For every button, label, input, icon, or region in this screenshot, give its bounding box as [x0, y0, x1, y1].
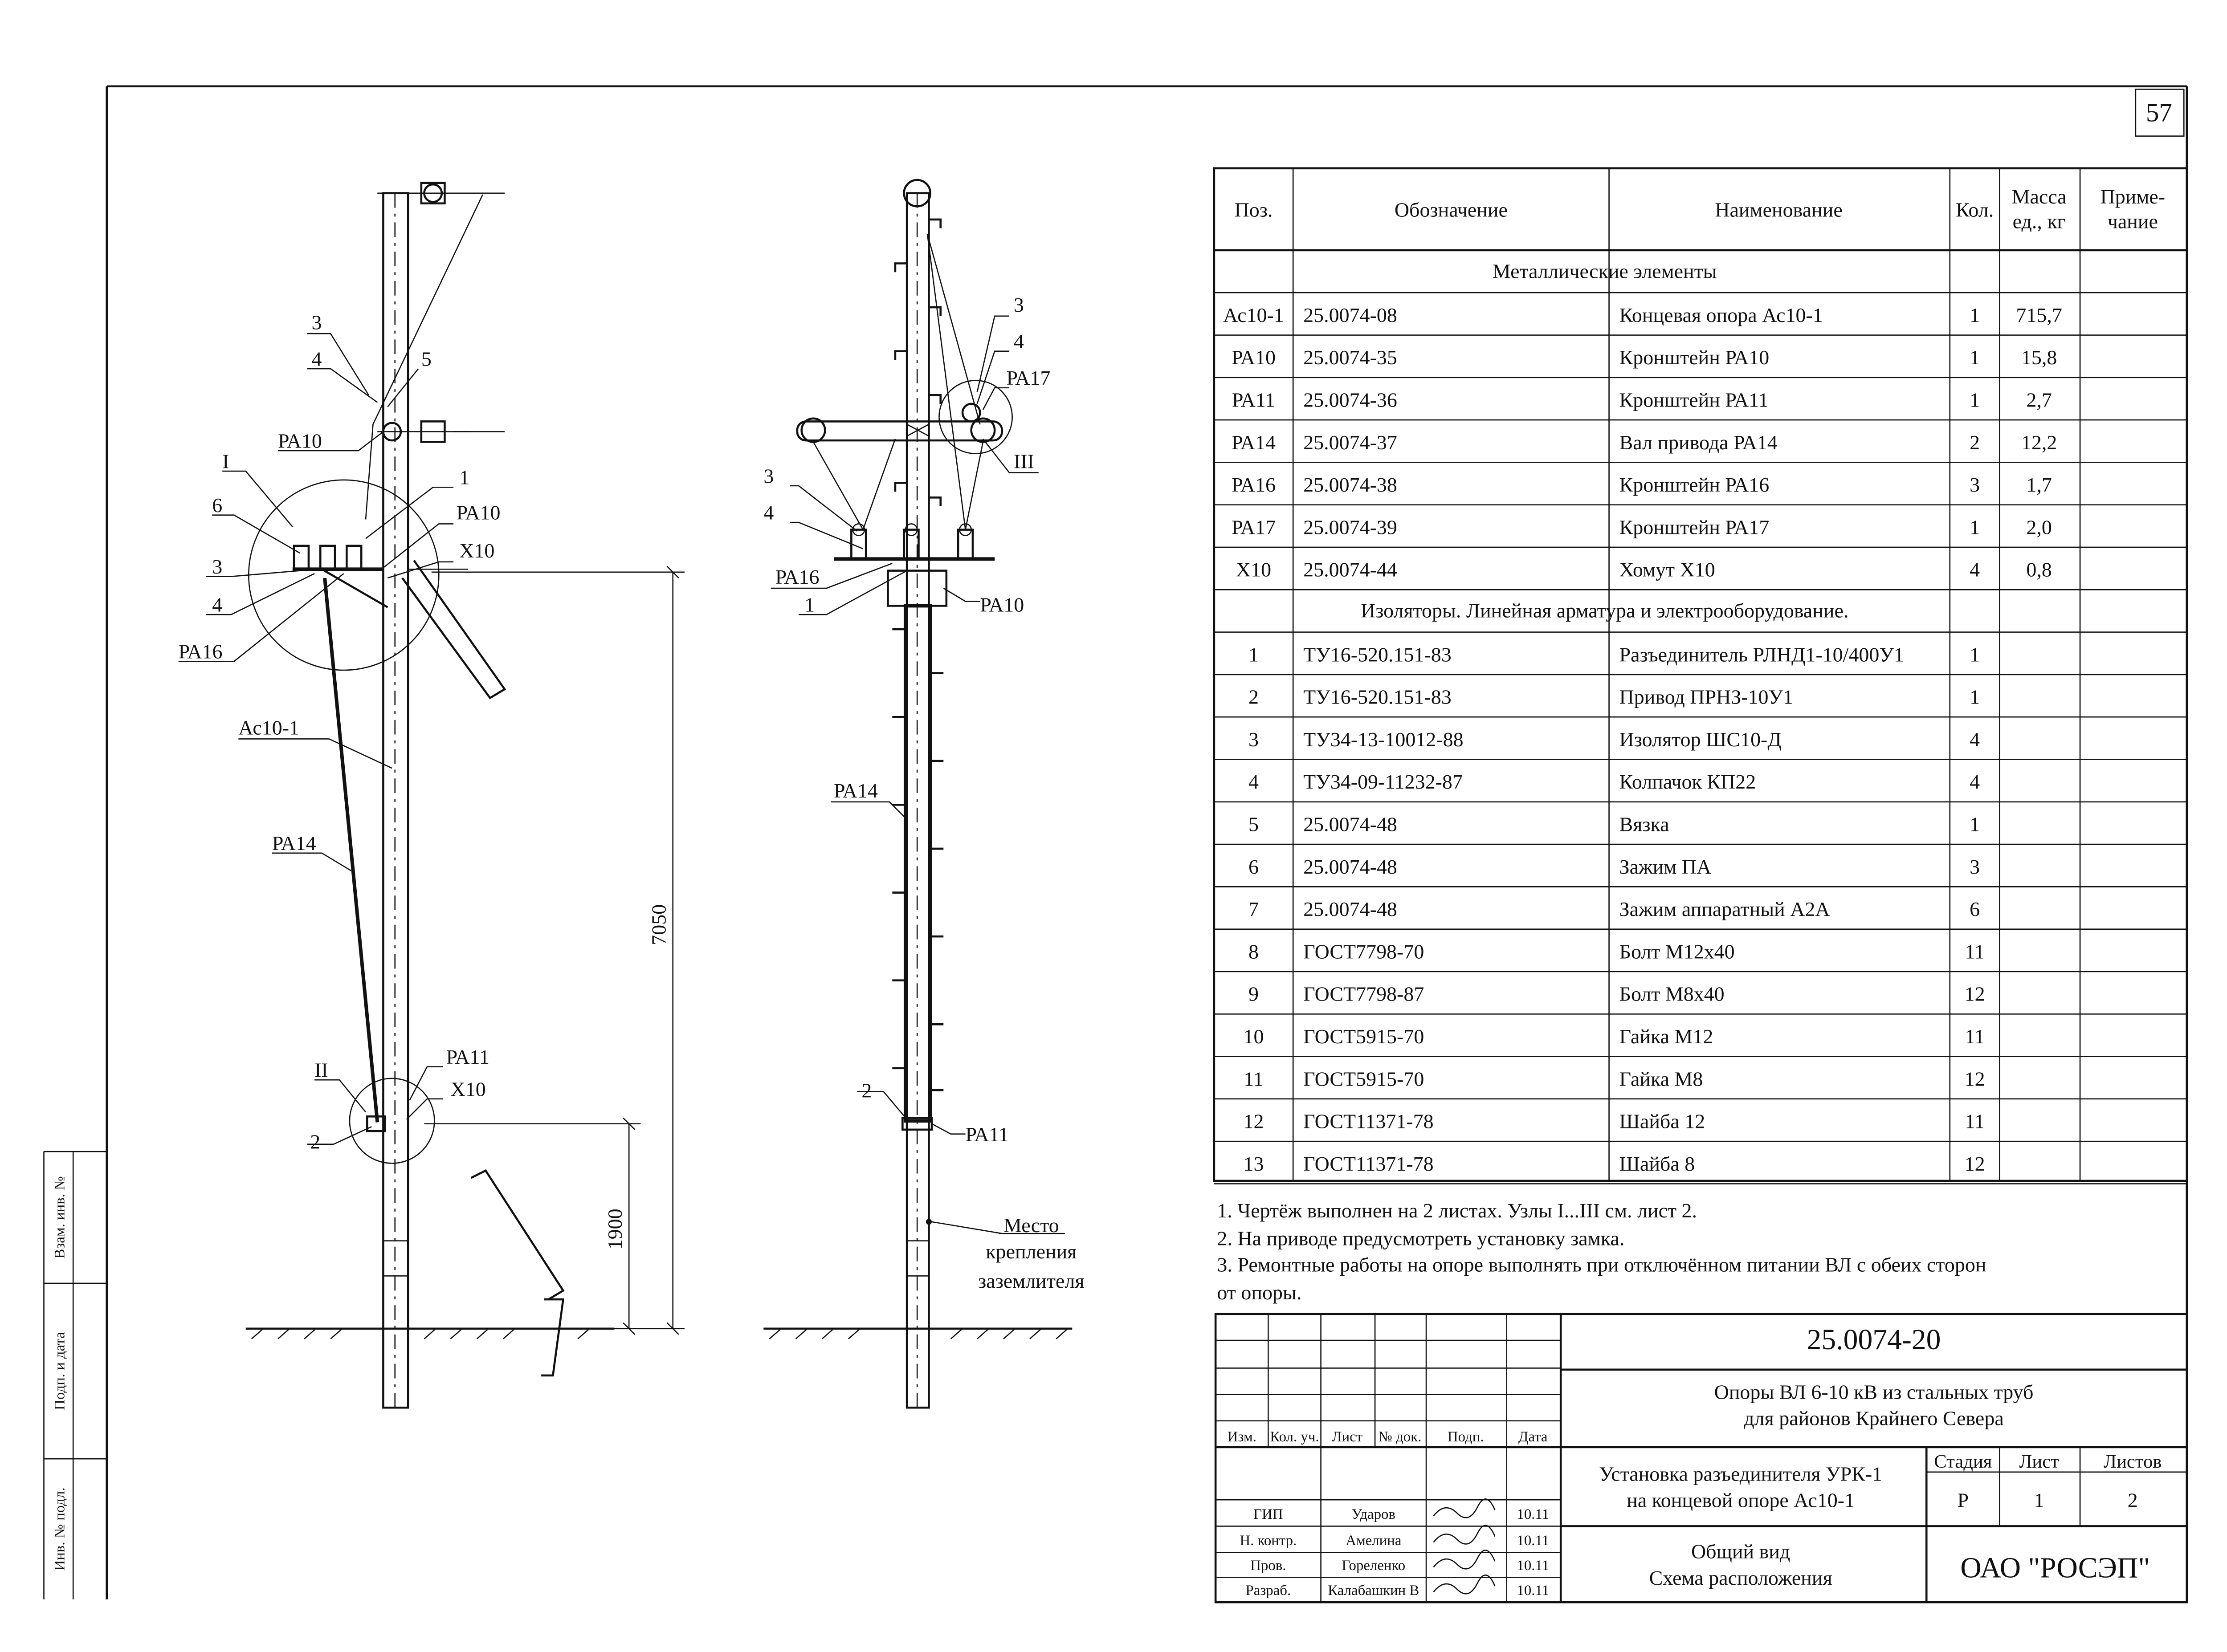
spec-row [1232, 346, 2057, 369]
spec-cell-pos: 9 [1248, 982, 1259, 1005]
spec-cell-designation: 25.0074-44 [1303, 558, 1397, 581]
spec-cell-pos: 8 [1248, 940, 1259, 963]
left-label-4: 4 [311, 347, 322, 370]
note-line-2: 2. На приводе предусмотреть установку замка. [1217, 1227, 1625, 1250]
sheet-label: Лист [2019, 1451, 2059, 1472]
signer-role: Пров. [1250, 1557, 1286, 1574]
signature [1433, 1499, 1495, 1518]
left-label-I: I [222, 450, 229, 473]
left-label-5: 5 [421, 347, 432, 370]
title-col-header: Изм. [1227, 1428, 1256, 1445]
right-label-pa16: РА16 [775, 566, 820, 589]
spec-cell-qty: 1 [1970, 346, 1980, 369]
right-label-pa11: РА11 [965, 1123, 1009, 1146]
spec-cell-pos: 7 [1248, 898, 1259, 921]
spec-cell-qty: 4 [1970, 770, 1980, 793]
right-label-4b: 4 [763, 501, 774, 524]
signer-name: Гореленко [1342, 1557, 1406, 1574]
signer-row [1253, 1499, 1549, 1522]
spec-table [1214, 168, 2187, 1184]
spec-cell-pos: 5 [1248, 813, 1259, 836]
signer-row [1246, 1575, 1550, 1598]
spec-cell-name: Шайба 8 [1619, 1152, 1695, 1175]
spec-cell-designation: ГОСТ11371-78 [1303, 1110, 1434, 1133]
dim-1900: 1900 [603, 1208, 626, 1250]
spec-cell-designation: 25.0074-48 [1303, 855, 1397, 878]
spec-row [1248, 983, 1985, 1005]
spec-row [1244, 1110, 1985, 1133]
signer-row [1240, 1526, 1549, 1549]
stamp-inv-orig: Инв. № подл. [52, 1487, 68, 1571]
spec-cell-name: Колпачок КП22 [1619, 770, 1756, 793]
right-label-3b: 3 [763, 464, 774, 488]
doc-code: 25.0074-20 [1807, 1323, 1941, 1356]
signer-name: Амелина [1346, 1533, 1402, 1549]
left-label-1: 1 [459, 466, 470, 489]
spec-cell-name: Болт М12х40 [1619, 940, 1735, 963]
company-name: ОАО "РОСЭП" [1960, 1551, 2150, 1584]
left-label-x10b: Х10 [450, 1078, 486, 1101]
detail-circle-II [350, 1078, 434, 1164]
left-label-4b: 4 [212, 593, 223, 616]
spec-cell-qty: 11 [1965, 940, 1985, 963]
spec-cell-name: Концевая опора Ас10-1 [1619, 303, 1823, 326]
spec-cell-qty: 1 [1970, 813, 1980, 836]
left-label-2: 2 [310, 1130, 321, 1153]
pole-side-view [179, 183, 685, 1408]
spec-cell-designation: ГОСТ11371-78 [1303, 1152, 1434, 1175]
spec-cell-name: Кронштейн РА17 [1619, 516, 1770, 539]
right-label-3: 3 [1013, 293, 1024, 316]
spec-row [1232, 389, 2052, 411]
signer-date: 10.11 [1517, 1533, 1550, 1549]
spec-cell-designation: 25.0074-37 [1303, 431, 1397, 454]
right-label-pa17: РА17 [1006, 366, 1051, 390]
spec-cell-pos: РА17 [1232, 516, 1276, 539]
spec-cell-name: Вязка [1619, 813, 1669, 836]
grounding-label-2: крепления [986, 1240, 1077, 1263]
spec-cell-designation: ТУ16-520.151-83 [1303, 643, 1452, 666]
spec-cell-pos: 2 [1248, 685, 1259, 708]
spec-cell-pos: 1 [1248, 643, 1259, 666]
spec-row [1248, 770, 1980, 793]
spec-cell-name: Зажим аппаратный А2А [1619, 898, 1830, 921]
spec-cell-name: Гайка М12 [1619, 1025, 1713, 1048]
spec-row [1248, 940, 1985, 963]
spec-section-insulators: Изоляторы. Линейная арматура и электрооборудование. [1360, 599, 1849, 622]
spec-cell-qty: 2 [1970, 431, 1980, 454]
spec-section-metal: Металлические элементы [1492, 260, 1717, 283]
spec-row [1244, 1025, 1985, 1048]
signer-role: ГИП [1253, 1506, 1283, 1522]
spec-cell-pos: 10 [1243, 1025, 1264, 1048]
spec-cell-pos: Х10 [1236, 558, 1272, 581]
stamp-replace-inv: Взам. инв. № [52, 1176, 68, 1259]
spec-cell-qty: 4 [1970, 558, 1980, 581]
spec-row [1248, 813, 1980, 835]
spec-cell-qty: 1 [1970, 388, 1980, 411]
sheet-number: 57 [2145, 98, 2172, 127]
note-line-1: 1. Чертёж выполнен на 2 листах. Узлы I...III см. лист 2. [1217, 1199, 1697, 1222]
spec-cell-designation: 25.0074-39 [1303, 516, 1397, 539]
spec-cell-designation: 25.0074-48 [1303, 898, 1397, 921]
spec-cell-designation: ТУ34-13-10012-88 [1303, 728, 1464, 751]
spec-cell-mass: 12,2 [2021, 431, 2057, 454]
title-block [1215, 1314, 2187, 1602]
left-label-x10: Х10 [459, 539, 495, 562]
spec-cell-name: Шайба 12 [1619, 1110, 1705, 1133]
spec-cell-name: Гайка М8 [1619, 1067, 1703, 1090]
sheet-value: 1 [2034, 1489, 2044, 1512]
project-line-2: для районов Крайнего Севера [1744, 1407, 2004, 1430]
spec-cell-qty: 4 [1970, 728, 1980, 751]
spec-cell-designation: ГОСТ7798-87 [1303, 982, 1424, 1005]
spec-cell-pos: 3 [1248, 728, 1259, 751]
spec-cell-designation: ГОСТ5915-70 [1303, 1025, 1424, 1048]
spec-row [1232, 516, 2052, 538]
spec-cell-qty: 12 [1964, 982, 1985, 1005]
project-line-1: Опоры ВЛ 6-10 кВ из стальных труб [1714, 1380, 2034, 1404]
sheets-label: Листов [2104, 1451, 2162, 1472]
grounding-label-3: заземлителя [978, 1269, 1085, 1292]
spec-header-name: Наименование [1715, 198, 1843, 221]
spec-row [1244, 1067, 1985, 1090]
spec-cell-pos: РА11 [1232, 388, 1276, 411]
spec-cell-designation: 25.0074-08 [1303, 303, 1397, 326]
stage-label: Стадия [1934, 1451, 1992, 1472]
right-label-III: III [1013, 450, 1034, 473]
spec-cell-qty: 3 [1970, 855, 1980, 878]
spec-cell-designation: 25.0074-48 [1303, 813, 1397, 836]
spec-cell-mass: 2,0 [2026, 516, 2052, 539]
title-col-header: Подп. [1447, 1428, 1484, 1445]
spec-cell-mass: 0,8 [2026, 558, 2052, 581]
spec-header-mass-1: Масса [2011, 185, 2067, 208]
signer-role: Разраб. [1245, 1582, 1291, 1599]
spec-header-note-2: чание [2107, 210, 2158, 233]
spec-cell-mass: 715,7 [2016, 303, 2062, 326]
spec-cell-pos: РА10 [1232, 346, 1276, 369]
spec-cell-name: Кронштейн РА11 [1619, 388, 1769, 411]
right-label-1: 1 [804, 593, 815, 616]
spec-cell-name: Разъединитель РЛНД1-10/400У1 [1619, 643, 1904, 666]
left-label-pa14: РА14 [272, 832, 316, 855]
spec-cell-pos: 6 [1248, 855, 1259, 878]
spec-cell-mass: 2,7 [2026, 388, 2052, 411]
spec-row [1248, 855, 1980, 878]
left-label-II: II [314, 1058, 328, 1082]
left-label-ac10: Ас10-1 [238, 716, 300, 739]
note-line-3: 3. Ремонтные работы на опоре выполнять при отключённом питании ВЛ с обеих сторон [1217, 1253, 1986, 1276]
spec-cell-designation: 25.0074-36 [1303, 388, 1397, 411]
spec-row [1236, 558, 2052, 581]
spec-cell-designation: ГОСТ7798-70 [1303, 940, 1424, 963]
left-label-pa10-top: РА10 [277, 429, 322, 452]
spec-cell-qty: 6 [1970, 898, 1980, 921]
spec-cell-designation: ТУ34-09-11232-87 [1303, 770, 1463, 793]
view-title-2: Схема расположения [1649, 1566, 1832, 1589]
left-label-3: 3 [311, 311, 322, 334]
spec-row [1248, 728, 1980, 751]
signer-row [1250, 1550, 1549, 1573]
sheets-value: 2 [2127, 1489, 2138, 1512]
spec-cell-qty: 3 [1970, 473, 1980, 496]
spec-cell-name: Хомут Х10 [1619, 558, 1715, 581]
spec-cell-pos: 4 [1248, 770, 1259, 793]
spec-cell-designation: 25.0074-38 [1303, 473, 1397, 496]
sheet-frame [107, 86, 2187, 1599]
left-label-pa16: РА16 [178, 640, 223, 663]
stage-value: Р [1957, 1489, 1969, 1512]
spec-row [1248, 643, 1980, 666]
spec-cell-pos: РА16 [1232, 473, 1276, 496]
spec-row [1248, 686, 1980, 708]
left-label-pa10: РА10 [456, 501, 501, 524]
notes [1217, 1199, 1986, 1304]
spec-row [1232, 473, 2052, 496]
signer-name: Ударов [1351, 1506, 1395, 1522]
spec-cell-pos: 11 [1244, 1067, 1264, 1090]
spec-cell-qty: 1 [1970, 303, 1980, 326]
left-label-pa11: РА11 [446, 1045, 489, 1068]
spec-cell-qty: 12 [1964, 1067, 1985, 1090]
right-label-2: 2 [861, 1079, 872, 1102]
spec-cell-name: Изолятор ШС10-Д [1619, 728, 1782, 751]
spec-header-note-1: Приме- [2100, 185, 2166, 208]
note-line-4: от опоры. [1217, 1281, 1302, 1304]
spec-cell-mass: 15,8 [2021, 346, 2057, 369]
view-title-1: Общий вид [1691, 1540, 1791, 1563]
spec-cell-name: Привод ПРНЗ-10У1 [1619, 685, 1794, 708]
spec-cell-qty: 12 [1964, 1152, 1985, 1175]
right-label-pa10: РА10 [980, 593, 1024, 616]
spec-cell-designation: 25.0074-35 [1303, 346, 1397, 369]
left-label-6: 6 [212, 494, 223, 517]
dim-7050: 7050 [647, 904, 670, 945]
spec-cell-name: Зажим ПА [1619, 855, 1712, 878]
spec-cell-designation: ГОСТ5915-70 [1303, 1067, 1424, 1090]
signer-name: Калабашкин В [1328, 1582, 1419, 1599]
signer-date: 10.11 [1517, 1506, 1550, 1522]
title-col-header: Кол. уч. [1270, 1428, 1319, 1445]
spec-cell-name: Кронштейн РА16 [1619, 473, 1770, 496]
signature [1433, 1526, 1495, 1544]
stamp-sign-date: Подп. и дата [52, 1332, 68, 1410]
detail-circle-III [939, 380, 1012, 453]
signer-role: Н. контр. [1240, 1533, 1297, 1549]
signer-date: 10.11 [1517, 1582, 1550, 1599]
spec-header-designation: Обозначение [1394, 198, 1508, 221]
spec-header-qty: Кол. [1956, 198, 1994, 221]
spec-cell-name: Вал привода РА14 [1619, 431, 1778, 454]
right-label-4: 4 [1013, 330, 1024, 353]
spec-row [1244, 1152, 1985, 1175]
spec-cell-qty: 11 [1965, 1025, 1985, 1048]
pole-front-view [763, 180, 1084, 1408]
spec-cell-pos: РА14 [1232, 431, 1276, 454]
spec-row [1248, 898, 1980, 920]
right-label-pa14: РА14 [833, 779, 878, 802]
left-label-3b: 3 [212, 555, 223, 578]
spec-cell-qty: 1 [1970, 643, 1980, 666]
side-stamp [44, 1152, 107, 1599]
title-col-header: Лист [1332, 1428, 1363, 1445]
spec-cell-designation: ТУ16-520.151-83 [1303, 685, 1452, 708]
spec-row [1232, 431, 2057, 454]
spec-header-mass-2: ед., кг [2012, 210, 2066, 233]
drawing-title-2: на концевой опоре Ас10-1 [1627, 1489, 1855, 1512]
spec-cell-qty: 11 [1965, 1110, 1985, 1133]
drawing-title-1: Установка разъединителя УРК-1 [1599, 1462, 1883, 1485]
spec-cell-mass: 1,7 [2026, 473, 2052, 496]
spec-cell-qty: 1 [1970, 685, 1980, 708]
spec-row [1223, 304, 2062, 326]
spec-cell-pos: 13 [1243, 1152, 1264, 1175]
title-col-header: № док. [1378, 1428, 1422, 1445]
spec-cell-pos: 12 [1243, 1110, 1264, 1133]
spec-cell-name: Болт М8х40 [1619, 982, 1725, 1005]
spec-cell-name: Кронштейн РА10 [1619, 346, 1770, 369]
spec-cell-pos: Ас10-1 [1223, 303, 1284, 326]
spec-header-pos: Поз. [1234, 198, 1273, 221]
spec-cell-qty: 1 [1970, 516, 1980, 539]
grounding-label-1: Место [1003, 1213, 1059, 1237]
signer-date: 10.11 [1517, 1557, 1550, 1574]
title-col-header: Дата [1518, 1428, 1548, 1445]
